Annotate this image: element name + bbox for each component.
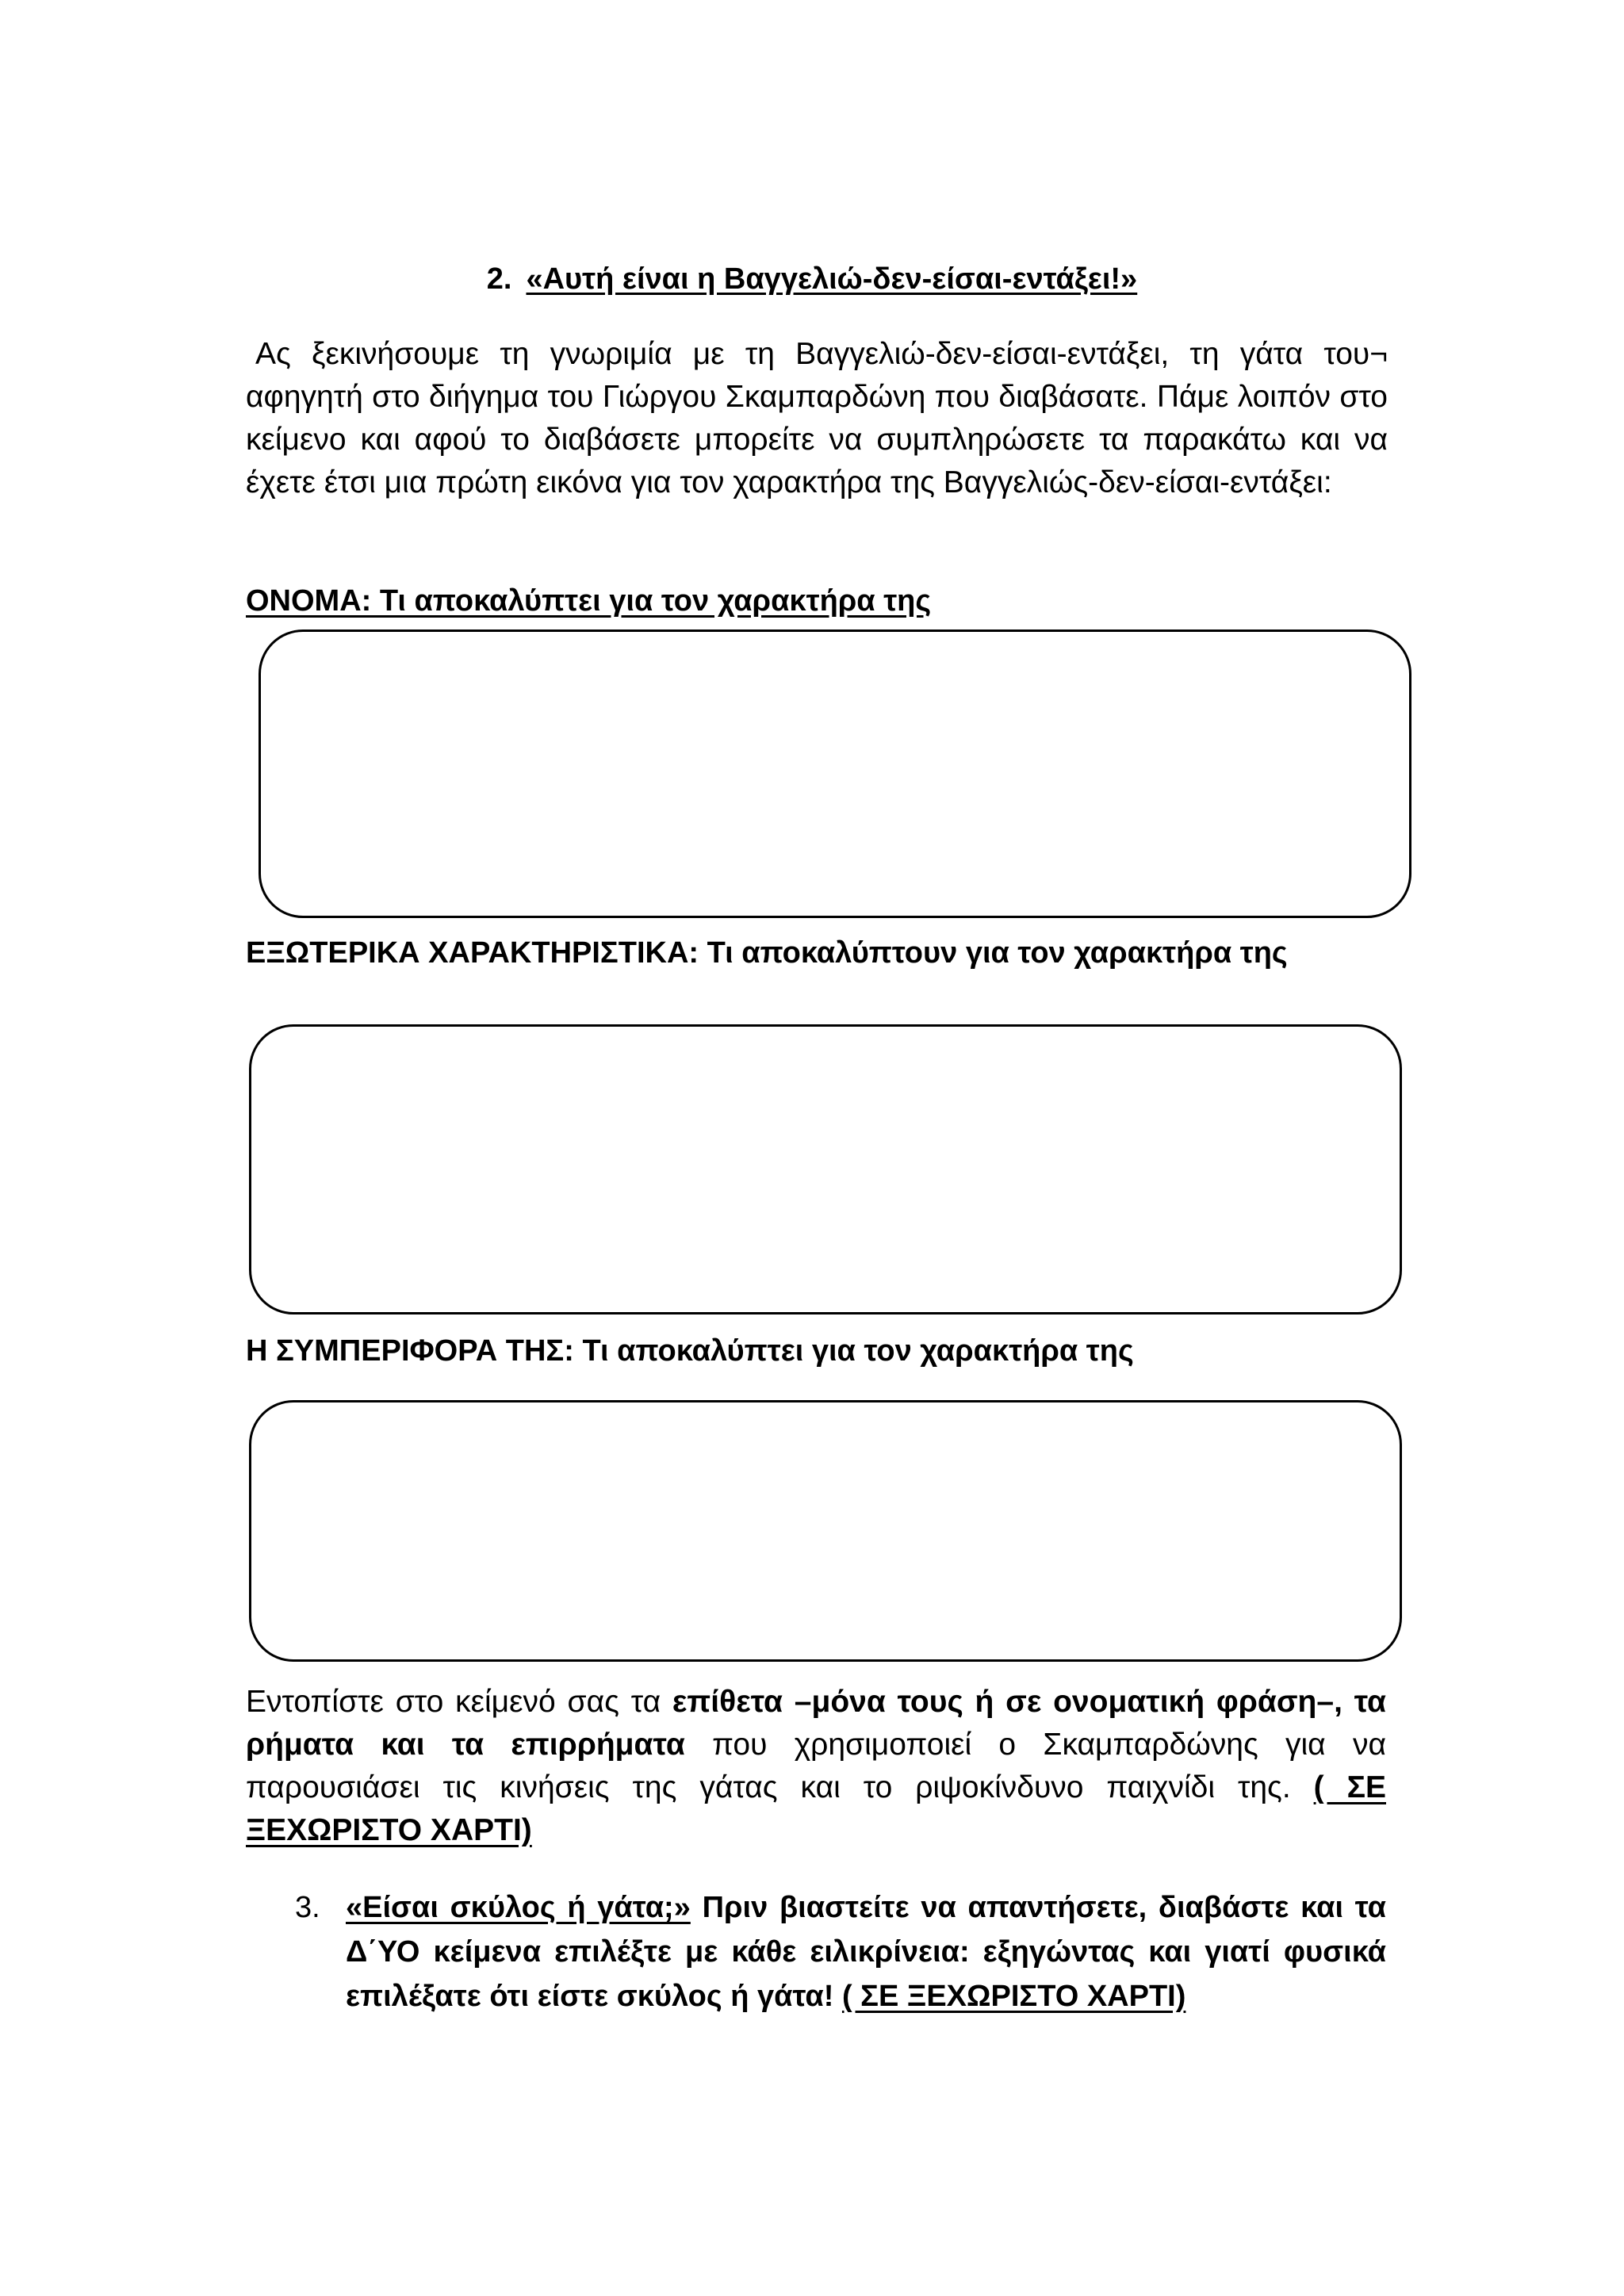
prompt-name-heading bbox=[246, 579, 1388, 623]
section-2-number: 2. bbox=[486, 262, 512, 296]
section-3-paragraph bbox=[346, 1885, 1386, 2019]
answer-box-appearance[interactable] bbox=[249, 1024, 1402, 1314]
prompt-name-label: ΟΝΟΜΑ: Τι αποκαλύπτει για τον χαρακτήρα της bbox=[246, 584, 932, 618]
answer-box-behavior[interactable] bbox=[249, 1400, 1402, 1662]
task-separate-sheet-note: ( ΣΕ ΞΕΧΩΡΙΣΤΟ ΧΑΡΤΙ) bbox=[246, 1770, 1386, 1847]
prompt-behavior-heading: Η ΣΥΜΠΕΡΙΦΟΡΑ ΤΗΣ: Τι αποκαλύπτει για τον χαρακτήρα της bbox=[246, 1334, 1134, 1368]
task-paragraph bbox=[246, 1681, 1386, 1852]
prompt-appearance-heading: ΕΞΩΤΕΡΙΚΑ ΧΑΡΑΚΤΗΡΙΣΤΙΚΑ: Τι αποκαλύπτουν για τον χαρακτήρα της bbox=[246, 936, 1288, 970]
task-middle: που χρησιμοποιεί ο Σκαμπαρδώνης για να παρουσιάσει τις κινήσεις της γάτας και το ριψοκίνδυνο παιχνίδι της. bbox=[246, 1728, 1387, 1804]
task-lead: Εντοπίστε στο κείμενό σας τα bbox=[246, 1685, 672, 1719]
section-3-number: 3. bbox=[295, 1891, 320, 1924]
answer-box-name[interactable] bbox=[259, 629, 1411, 918]
task-bold-terms: επίθετα –μόνα τους ή σε ονοματική φράση–, τα ρήματα και τα επιρρήματα bbox=[246, 1685, 1386, 1762]
section-3-title: «Είσαι σκύλος ή γάτα;» bbox=[346, 1891, 691, 1924]
intro-paragraph: Ας ξεκινήσουμε τη γνωριμία με τη Βαγγελιώ-δεν-είσαι-εντάξει, τη γάτα του¬ αφηγητή στο διήγημα του Γιώργου Σκαμπαρδώνη που διαβάσατε. Πάμε λοιπόν στο κείμενο και αφού το διαβάσετε μπορείτε να συμπληρώσετε τα παρακάτω και να έχετε έτσι μια πρώτη εικόνα για τον χαρακτήρα της Βαγγελιώς-δεν-είσαι-εντάξει: bbox=[246, 337, 1388, 499]
section-3-text: Πριν βιαστείτε να απαντήσετε, διαβάστε και τα Δ΄ΥΟ κείμενα επιλέξτε με κάθε ειλικρίνεια: εξηγώντας και γιατί φυσικά επιλέξατε ότι είστε σκύλος ή γάτα! bbox=[346, 1891, 1386, 2013]
section-2-heading bbox=[0, 260, 1624, 298]
section-3-separate-sheet-note: ( ΣΕ ΞΕΧΩΡΙΣΤΟ ΧΑΡΤΙ) bbox=[841, 1980, 1186, 2013]
section-2-title: «Αυτή είναι η Βαγγελιώ-δεν-είσαι-εντάξει!» bbox=[526, 262, 1138, 296]
